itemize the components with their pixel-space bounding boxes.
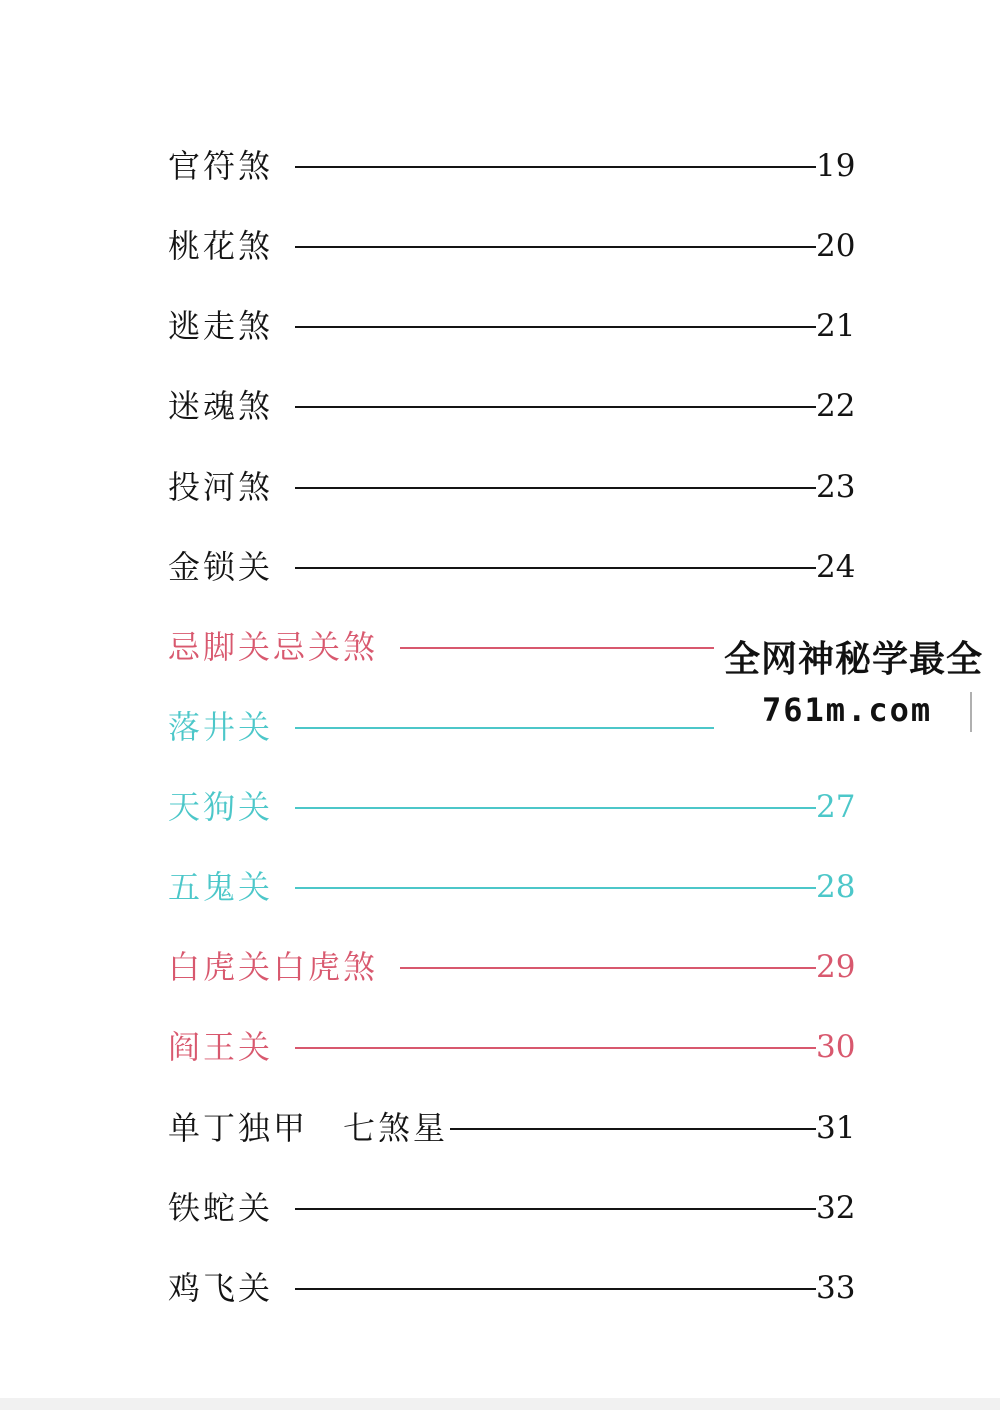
- toc-entry[interactable]: [168, 783, 856, 831]
- toc-entry-title: 金锁关: [168, 548, 274, 586]
- toc-entry[interactable]: [168, 1184, 856, 1232]
- watermark-domain: 761m.com: [762, 691, 933, 729]
- toc-entry-page: 22: [816, 388, 856, 424]
- toc-entry-page: 31: [816, 1110, 856, 1146]
- toc-leader-line: [295, 567, 816, 569]
- toc-leader-line: [295, 406, 816, 408]
- toc-entry-title: 鸡飞关: [168, 1269, 274, 1307]
- toc-entry[interactable]: [168, 463, 856, 511]
- toc-entry-page: 27: [816, 789, 856, 825]
- toc-entry-title: 阎王关: [168, 1028, 274, 1066]
- toc-entry-title: 迷魂煞: [168, 387, 274, 425]
- toc-entry-title: 桃花煞: [168, 227, 274, 265]
- toc-leader-line: [295, 246, 816, 248]
- toc-entry-title: 单丁独甲 七煞星: [168, 1109, 449, 1147]
- toc-entry-title: 官符煞: [168, 147, 274, 185]
- toc-entry-page: 29: [816, 949, 856, 985]
- toc-leader-line: [295, 1208, 816, 1210]
- toc-entry-title: 投河煞: [168, 468, 274, 506]
- toc-entry-page: 20: [816, 228, 856, 264]
- toc-entry[interactable]: [168, 1104, 856, 1152]
- toc-entry[interactable]: [168, 142, 856, 190]
- toc-entry-page: 33: [816, 1270, 856, 1306]
- toc-entry-page: 30: [816, 1029, 856, 1065]
- toc-leader-line: [295, 326, 816, 328]
- toc-leader-line: [400, 967, 816, 969]
- toc-leader-line: [295, 1047, 816, 1049]
- toc-entry-page: 23: [816, 469, 856, 505]
- toc-leader-line: [295, 887, 816, 889]
- toc-entry-page: 28: [816, 869, 856, 905]
- toc-entry[interactable]: [168, 1023, 856, 1071]
- toc-entry-page: 21: [816, 308, 856, 344]
- toc-entry-title: 白虎关白虎煞: [168, 948, 379, 986]
- toc-entry[interactable]: [168, 943, 856, 991]
- watermark-divider: [970, 692, 972, 732]
- page-bottom-edge: [0, 1398, 1000, 1410]
- toc-leader-line: [450, 1128, 816, 1130]
- toc-entry-title: 五鬼关: [168, 868, 274, 906]
- watermark-overlay: [714, 628, 1000, 746]
- toc-leader-line: [295, 166, 816, 168]
- toc-entry-title: 忌脚关忌关煞: [168, 628, 379, 666]
- toc-entry[interactable]: [168, 382, 856, 430]
- toc-entry-page: 32: [816, 1190, 856, 1226]
- toc-entry-title: 天狗关: [168, 788, 274, 826]
- toc-entry[interactable]: [168, 302, 856, 350]
- toc-entry-title: 铁蛇关: [168, 1189, 274, 1227]
- toc-entry-page: 19: [816, 148, 856, 184]
- toc-leader-line: [295, 487, 816, 489]
- toc-leader-line: [295, 807, 816, 809]
- toc-entry-page: 24: [816, 549, 856, 585]
- watermark-slogan: 全网神秘学最全: [724, 639, 984, 680]
- toc-entry[interactable]: [168, 863, 856, 911]
- toc-entry-title: 逃走煞: [168, 307, 274, 345]
- toc-leader-line: [295, 1288, 816, 1290]
- toc-entry[interactable]: [168, 543, 856, 591]
- toc-entry[interactable]: [168, 222, 856, 270]
- toc-entry-title: 落井关: [168, 708, 274, 746]
- toc-entry[interactable]: [168, 1264, 856, 1312]
